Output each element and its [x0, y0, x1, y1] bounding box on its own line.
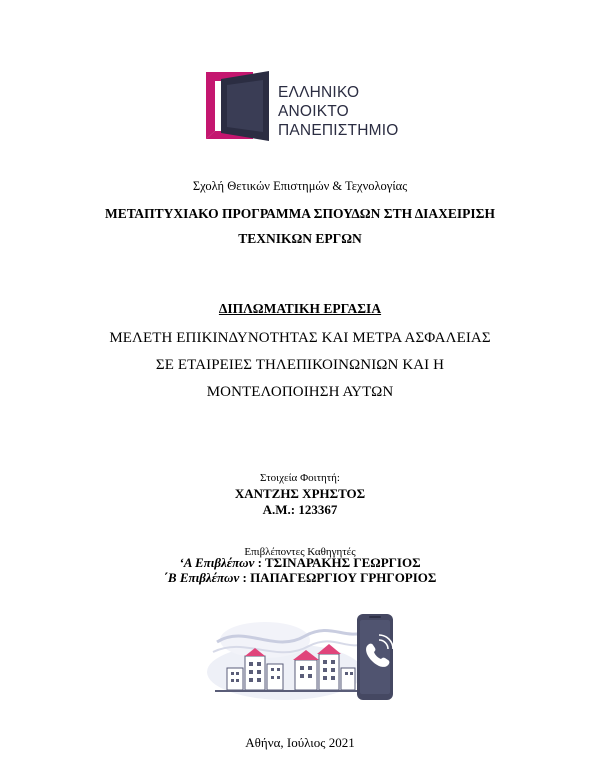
second-supervisor — [0, 570, 600, 586]
second-supervisor-name: : ΠΑΠΑΓΕΩΡΓΙΟΥ ΓΡΗΓΟΡΙΟΣ — [239, 570, 437, 585]
place-and-date: Αθήνα, Ιούλιος 2021 — [245, 735, 355, 750]
thesis-title-line-2: ΣΕ ΕΤΑΙΡΕΙΕΣ ΤΗΛΕΠΙΚΟΙΝΩΝΙΩΝ ΚΑΙ Η — [155, 357, 445, 373]
supervisors-label: Επιβλέποντες Καθηγητές — [244, 546, 356, 558]
first-supervisor-role: ‘Α Επιβλέπων — [179, 555, 255, 570]
thesis-title-line-3: ΜΟΝΤΕΛΟΠΟΙΗΣΗ ΑΥΤΩΝ — [206, 384, 394, 400]
student-label: Στοιχεία Φοιτητή: — [260, 472, 340, 484]
thesis-title-line-1: ΜΕΛΕΤΗ ΕΠΙΚΙΝΔΥΝΟΤΗΤΑΣ ΚΑΙ ΜΕΤΡΑ ΑΣΦΑΛΕΙΑΣ — [109, 330, 491, 346]
logo-mark-icon — [203, 69, 273, 143]
school-name: Σχολή Θετικών Επιστημών & Τεχνολογίας — [192, 179, 408, 193]
student-name: ΧΑΝΤΖΗΣ ΧΡΗΣΤΟΣ — [234, 486, 366, 501]
telecom-illustration — [205, 610, 405, 705]
thesis-label: ΔΙΠΛΩΜΑΤΙΚΗ ΕΡΓΑΣΙΑ — [218, 301, 382, 316]
logo-line-1: ΕΛΛΗΝΙΚΟ — [278, 84, 360, 101]
first-supervisor-name: : ΤΣΙΝΑΡΑΚΗΣ ΓΕΩΡΓΙΟΣ — [254, 555, 421, 570]
logo-line-3: ΠΑΝΕΠΙΣΤΗΜΙΟ — [278, 122, 399, 139]
student-registration-number: Α.Μ.: 123367 — [262, 502, 338, 517]
university-logo — [203, 69, 403, 143]
second-supervisor-role: ΄Β Επιβλέπων — [163, 570, 240, 585]
logo-line-2: ΑΝΟΙΚΤΟ — [278, 103, 349, 120]
program-title-line-1: ΜΕΤΑΠΤΥΧΙΑΚΟ ΠΡΟΓΡΑΜΜΑ ΣΠΟΥΔΩΝ ΣΤΗ ΔΙΑΧΕΙΡΙΣΗ — [104, 206, 496, 221]
first-supervisor — [0, 555, 600, 571]
program-title-line-2: ΤΕΧΝΙΚΩΝ ΕΡΓΩΝ — [238, 231, 362, 246]
